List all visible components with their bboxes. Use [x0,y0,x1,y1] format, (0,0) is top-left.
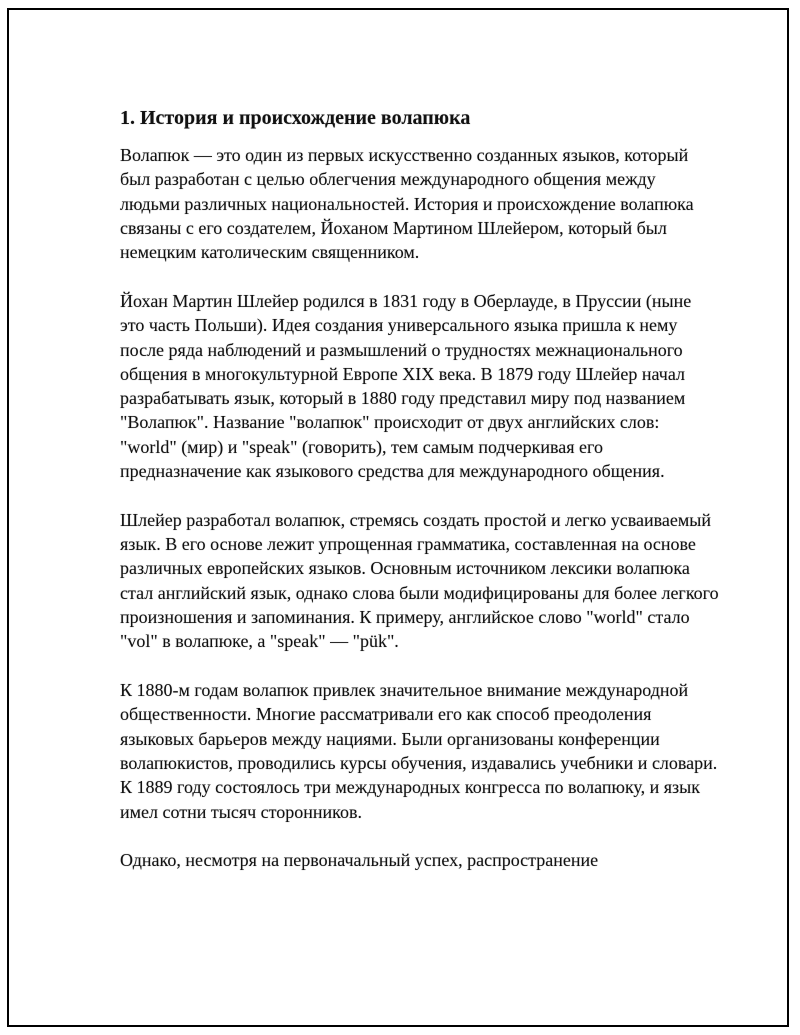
section-heading: 1. История и происхождение волапюка [120,107,471,129]
paragraph-intro: Волапюк — это один из первых искусственно созданных языков, который был разработан с целью облегчения международного общения между людьми различных национальностей. История и происхождение волапюка связаны с его создателем, Йоханом Мартином Шлейером, который был немецким католическим священником. [120,145,694,263]
document-body [120,96,720,897]
paragraph-biography: Йохан Мартин Шлейер родился в 1831 году в Оберлауде, в Пруссии (ныне это часть Польши). Идея создания универсального языка пришла к нему после ряда наблюдений и размышлений о трудностях межнационального общения в многокультурной Европе XIX века. В 1879 году Шлейер начал разрабатывать язык, который в 1880 году представил миру под названием "Волапюк". Название "волапюк" происходит от двух английских слов: "world" (мир) и "speak" (говорить), тем самым подчеркивая его предназначение как языкового средства для международного общения. [120,290,692,482]
paragraph-decline: Однако, несмотря на первоначальный успех, распространение [120,850,599,871]
page-frame [7,8,789,1027]
paragraph-design: Шлейер разработал волапюк, стремясь создать простой и легко усваиваемый язык. В его основе лежит упрощенная грамматика, составленная на основе различных европейских языков. Основным источником лексики волапюка стал английский язык, однако слова были модифицированы для более легкого произношения и запоминания. К примеру, английское слово "world" стало "vol" в волапюке, а "speak" — "pük". [120,509,719,652]
paragraph-popularity: К 1880-м годам волапюк привлек значительное внимание международной общественности. Многие рассматривали его как способ преодоления языковых барьеров между нациями. Были организованы конференции волапюкистов, проводились курсы обучения, издавались учебники и словари. К 1889 году состоялось три международных конгресса по волапюку, и язык имел сотни тысяч сторонников. [120,680,718,822]
